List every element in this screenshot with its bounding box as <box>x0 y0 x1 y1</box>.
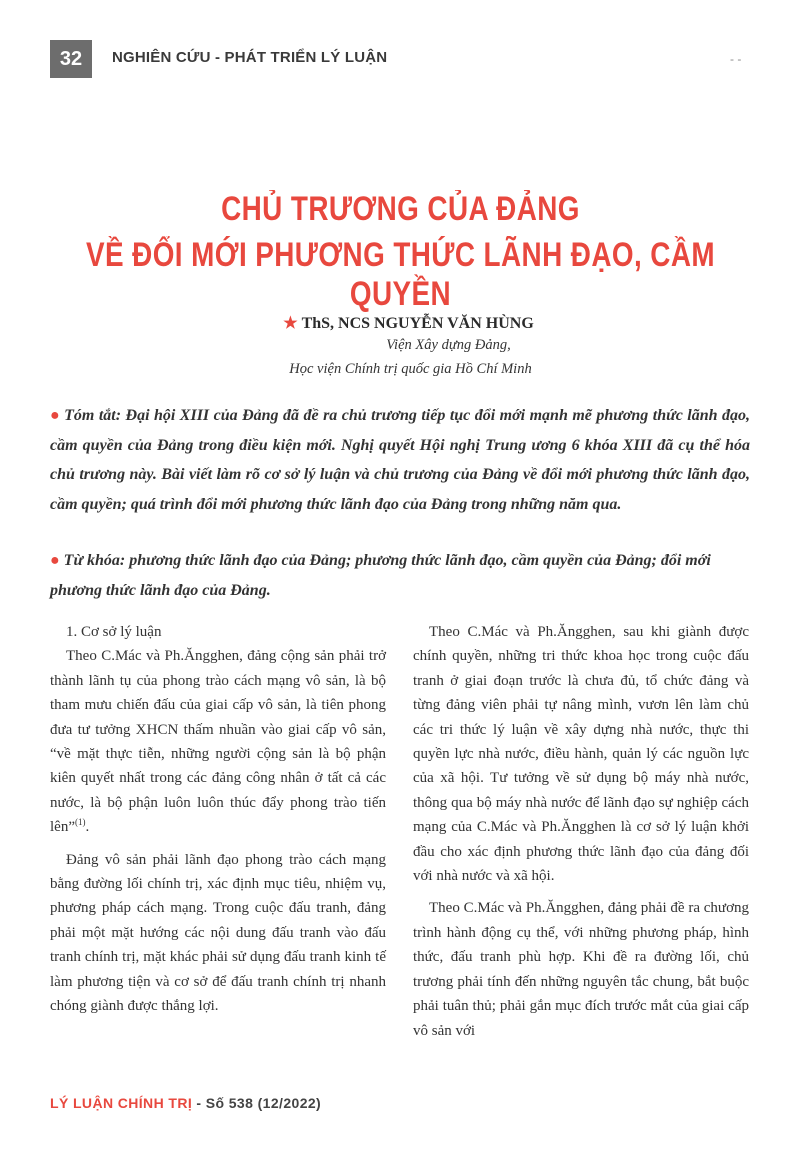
paragraph: Đảng vô sản phải lãnh đạo phong trào cách mạng bằng đường lối chính trị, xác định mục tiêu, nhiệm vụ, phương pháp cách mạng. Trong cuộc đấu tranh, đảng phải một mặt hướng các nội dung đấu tranh vào đấu tranh chính trị, mặt khác phải sử dụng đấu tranh kinh tế làm phương tiện và cơ sở để đấu tranh chính trị nhanh chóng giành được thắng lợi. <box>50 851 386 1015</box>
article-title-line-1: CHỦ TRƯƠNG CỦA ĐẢNG <box>221 190 580 228</box>
journal-name: LÝ LUẬN CHÍNH TRỊ <box>50 1095 193 1111</box>
keywords <box>50 546 750 605</box>
header-dash: - - <box>730 52 742 66</box>
star-icon: ★ <box>283 315 298 332</box>
author-line <box>0 313 801 333</box>
issue-number: - Số 538 (12/2022) <box>192 1095 322 1111</box>
footer <box>50 1095 321 1111</box>
body-column-right <box>413 620 749 1051</box>
paragraph: Theo C.Mác và Ph.Ăngghen, sau khi giành được chính quyền, những tri thức khoa học trong cuộc đấu tranh ở giai đoạn trước là chưa đủ, tổ chức đảng và từng đảng viên phải tự nâng mình, vươn lên làm chủ các tri thức lý luận về xây dựng nhà nước, thực thi quyền lực nhà nước, điều hành, quản lý các nguồn lực của xã hội. Tư tưởng về sử dụng bộ máy nhà nước, thông qua bộ máy nhà nước để lãnh đạo sự nghiệp cách mạng của C.Mác và Ph.Ăngghen là cơ sở lý luận khởi đầu cho xác định phương thức lãnh đạo của đảng đối với nhà nước và xã hội. <box>413 624 749 885</box>
affiliation-line-2: Học viện Chính trị quốc gia Hồ Chí Minh <box>289 361 532 377</box>
footnote-ref: (1) <box>74 817 86 828</box>
page-number: 32 <box>50 40 92 78</box>
article-title-line-2: VỀ ĐỔI MỚI PHƯƠNG THỨC LÃNH ĐẠO, CẦM QUYỀN <box>85 236 716 313</box>
running-head-section: NGHIÊN CỨU - PHÁT TRIỂN LÝ LUẬN <box>112 49 388 66</box>
affiliation-line-1: Viện Xây dựng Đảng, <box>386 337 511 353</box>
abstract <box>50 401 750 519</box>
section-heading: 1. Cơ sở lý luận <box>66 624 162 640</box>
keywords-text: Từ khóa: phương thức lãnh đạo của Đảng; phương thức lãnh đạo, cầm quyền của Đảng; đổi mới phương thức lãnh đạo của Đảng. <box>50 552 711 599</box>
bullet-icon: ● <box>50 407 61 424</box>
paragraph: Theo C.Mác và Ph.Ăngghen, đảng cộng sản phải trở thành lãnh tụ của phong trào cách mạng vô sản, là bộ tham mưu chiến đấu của giai cấp vô sản, là tiên phong đưa tư tưởng XHCN thấm nhuần vào giai cấp vô sản, “về mặt thực tiễn, những người cộng sản là bộ phận kiên quyết nhất trong các đảng công nhân ở tất cả các nước, là bộ phận luôn luôn thúc đẩy phong trào tiến lên”$^{(1)}$. <box>50 648 386 836</box>
abstract-text: Tóm tắt: Đại hội XIII của Đảng đã đề ra chủ trương tiếp tục đổi mới mạnh mẽ phương thức lãnh đạo, cầm quyền của Đảng trong điều kiện mới. Nghị quyết Hội nghị Trung ương 6 khóa XIII đã cụ thể hóa chủ trương này. Bài viết làm rõ cơ sở lý luận và chủ trương của Đảng về đổi mới phương thức lãnh đạo, cầm quyền; quá trình đổi mới phương thức lãnh đạo của Đảng trong những năm qua. <box>50 407 750 513</box>
bullet-icon: ● <box>50 552 60 569</box>
paragraph: Theo C.Mác và Ph.Ăngghen, đảng phải đề ra chương trình hành động cụ thể, với những phương pháp, hình thức, đấu tranh phù hợp. Khi đề ra đường lối, chủ trương phải tính đến những nguyên tắc chung, bắt buộc phải tuân thủ; phải gắn mục đích trước mắt của giai cấp vô sản với <box>413 900 749 1039</box>
body-column-left <box>50 620 386 1027</box>
author-name: ThS, NCS NGUYỄN VĂN HÙNG <box>301 315 534 332</box>
